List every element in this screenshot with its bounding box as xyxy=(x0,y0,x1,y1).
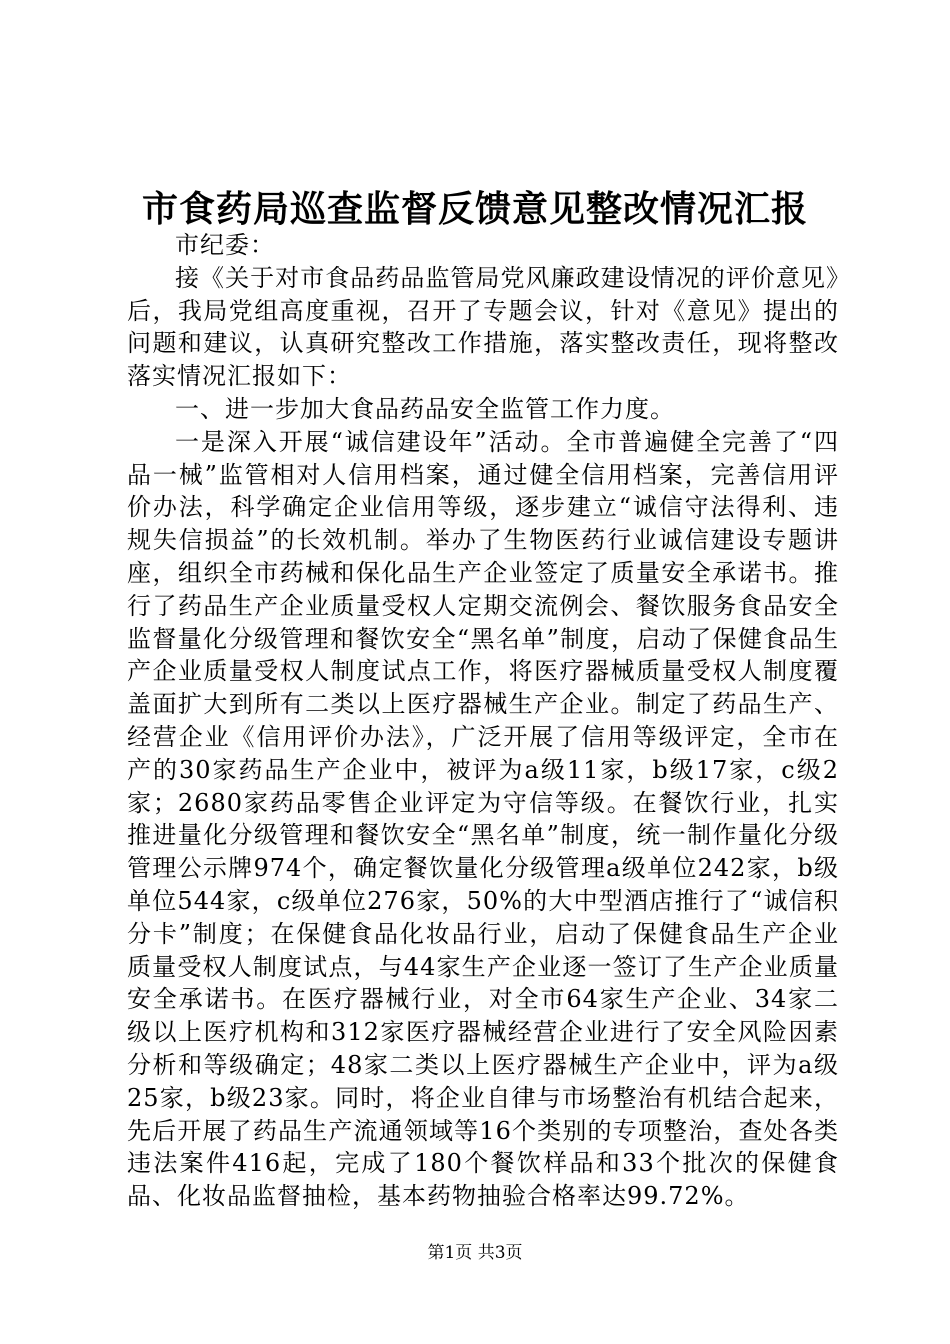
page-footer: 第1页 共3页 xyxy=(427,1243,523,1263)
salutation: 市纪委： xyxy=(175,231,275,259)
paragraph-intro: 接《关于对市食品药品监管局党风廉政建设情况的评价意见》后，我局党组高度重视，召开了专题会议，针对《意见》提出的问题和建议，认真研究整改工作措施，落实整改责任，现将整改落实情况汇报如下： xyxy=(127,263,839,391)
document-title: 市食药局巡查监督反馈意见整改情况汇报 xyxy=(141,188,808,230)
paragraph-body: 一是深入开展“诚信建设年”活动。全市普遍健全完善了“四品一械”监管相对人信用档案，通过健全信用档案，完善信用评价办法，科学确定企业信用等级，逐步建立“诚信守法得利、违规失信损益”的长效机制。举办了生物医药行业诚信建设专题讲座，组织全市药械和保化品生产企业签定了质量安全承诺书。推行了药品生产企业质量受权人定期交流例会、餐饮服务食品安全监督量化分级管理和餐饮安全“黑名单”制度，启动了保健食品生产企业质量受权人制度试点工作，将医疗器械质量受权人制度覆盖面扩大到所有二类以上医疗器械生产企业。制定了药品生产、经营企业《信用评价办法》，广泛开展了信用等级评定，全市在产的30家药品生产企业中，被评为a级11家，b级17家，c级2家；2680家药品零售企业评定为守信等级。在餐饮行业，扎实推进量化分级管理和餐饮安全“黑名单”制度，统一制作量化分级管理公示牌974个，确定餐饮量化分级管理a级单位242家，b级单位544家，c级单位276家，50%的大中型酒店推行了“诚信积分卡”制度；在保健食品化妆品行业，启动了保健食品生产企业质量受权人制度试点，与44家生产企业逐一签订了生产企业质量安全承诺书。在医疗器械行业，对全市64家生产企业、34家二级以上医疗机构和312家医疗器械经营企业进行了安全风险因素分析和等级确定；48家二类以上医疗器械生产企业中，评为a级25家，b级23家。同时，将企业自律与市场整治有机结合起来，先后开展了药品生产流通领域等16个类别的专项整治，查处各类违法案件416起，完成了180个餐饮样品和33个批次的保健食品、化妆品监督抽检，基本药物抽验合格率达99.72%。 xyxy=(127,427,839,1211)
document-body xyxy=(127,229,839,1213)
section-heading: 一、进一步加大食品药品安全监管工作力度。 xyxy=(175,394,675,423)
